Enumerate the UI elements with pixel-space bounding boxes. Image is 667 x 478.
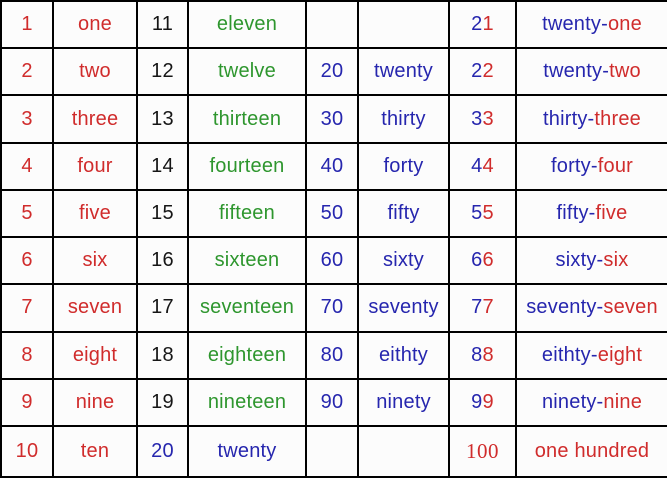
cell-text-segment: fifty- [556, 201, 596, 224]
table-cell-r9-c6 [358, 379, 449, 426]
table-cell-r2-c1 [1, 48, 53, 95]
cell-text-segment: 1 [482, 13, 494, 36]
cell-text-segment: six [603, 249, 629, 272]
table-cell-r9-c3 [137, 379, 188, 426]
cell-text-segment: 60 [320, 249, 344, 272]
cell-text-segment: twenty- [542, 13, 608, 36]
cell-text-segment: 40 [320, 154, 344, 177]
table-cell-r1-c4 [188, 1, 306, 48]
cell-text-segment: twelve [218, 60, 276, 83]
table-cell-r7-c2 [53, 284, 137, 331]
cell-text-segment: 11 [151, 13, 174, 36]
cell-text-segment: 70 [320, 296, 344, 319]
cell-text-segment: sixty- [555, 249, 604, 272]
table-cell-r7-c4 [188, 284, 306, 331]
cell-text-segment: 10 [15, 439, 39, 462]
cell-text-segment: four [77, 154, 113, 177]
table-cell-r1-c2 [53, 1, 137, 48]
cell-text-segment: five [595, 201, 628, 224]
table-cell-r8-c2 [53, 332, 137, 379]
cell-text-segment: seven [603, 296, 658, 319]
table-row [1, 237, 667, 284]
table-cell-r7-c3 [137, 284, 188, 331]
table-cell-r1-c1 [1, 1, 53, 48]
cell-text-segment: 8 [471, 343, 483, 366]
cell-text-segment: sixty [383, 249, 424, 272]
cell-text-segment: sixteen [214, 249, 280, 272]
table-row [1, 379, 667, 426]
table-cell-r3-c1 [1, 95, 53, 142]
cell-text-segment: three [594, 107, 641, 130]
cell-text-segment: ten [80, 439, 110, 462]
cell-text-segment: twenty [373, 60, 433, 83]
table-cell-r8-c3 [137, 332, 188, 379]
cell-text-segment: 2 [21, 60, 33, 83]
table-cell-r5-c2 [53, 190, 137, 237]
table-cell-r9-c5 [306, 379, 358, 426]
table-cell-r5-c4 [188, 190, 306, 237]
cell-text-segment: 8 [21, 343, 33, 366]
cell-text-segment: one [78, 13, 112, 36]
cell-text-segment: 2 [471, 60, 483, 83]
cell-text-segment: 7 [482, 296, 494, 319]
cell-text-segment: 4 [482, 154, 494, 177]
table-cell-r5-c3 [137, 190, 188, 237]
table-cell-r2-c4 [188, 48, 306, 95]
cell-text-segment: 19 [151, 390, 174, 413]
cell-text-segment: 20 [151, 439, 174, 462]
table-cell-r3-c3 [137, 95, 188, 142]
table-cell-r4-c7 [449, 143, 516, 190]
cell-text-segment: four [597, 154, 634, 177]
table-cell-r8-c6 [358, 332, 449, 379]
table-cell-r8-c8 [516, 332, 667, 379]
table-cell-r8-c7 [449, 332, 516, 379]
cell-text-segment: ninety [376, 390, 431, 413]
table-cell-r3-c6 [358, 95, 449, 142]
cell-text-segment: 6 [482, 249, 494, 272]
cell-text-segment: 4 [471, 154, 483, 177]
cell-text-segment: forty- [550, 154, 598, 177]
cell-text-segment: 9 [482, 390, 494, 413]
table-row [1, 143, 667, 190]
cell-text-segment: 15 [151, 201, 174, 224]
cell-text-segment: one [607, 13, 642, 36]
table-row [1, 48, 667, 95]
table-cell-r3-c7 [449, 95, 516, 142]
table-cell-r2-c6 [358, 48, 449, 95]
table-cell-r7-c1 [1, 284, 53, 331]
table-cell-r7-c8 [516, 284, 667, 331]
cell-text-segment: 100 [466, 438, 499, 463]
cell-text-segment: seventeen [199, 296, 295, 319]
table-cell-r2-c7 [449, 48, 516, 95]
table-cell-r6-c4 [188, 237, 306, 284]
cell-text-segment: thirty- [543, 107, 595, 130]
table-cell-r5-c8 [516, 190, 667, 237]
table-cell-r5-c6 [358, 190, 449, 237]
cell-text-segment: 14 [151, 154, 174, 177]
table-cell-r4-c2 [53, 143, 137, 190]
cell-text-segment: 7 [21, 296, 33, 319]
cell-text-segment: 7 [471, 296, 483, 319]
table-cell-r3-c8 [516, 95, 667, 142]
cell-text-segment: seventy- [526, 296, 604, 319]
table-cell-r2-c5 [306, 48, 358, 95]
cell-text-segment: 6 [471, 249, 483, 272]
table-cell-r1-c5 [306, 1, 358, 48]
cell-text-segment: 90 [320, 390, 344, 413]
cell-text-segment: 13 [151, 107, 174, 130]
table-cell-r4-c1 [1, 143, 53, 190]
table-cell-r1-c8 [516, 1, 667, 48]
table-cell-r10-c8 [516, 426, 667, 477]
table-cell-r2-c8 [516, 48, 667, 95]
cell-text-segment: 30 [320, 107, 344, 130]
table-cell-r10-c2 [53, 426, 137, 477]
cell-text-segment: eight [72, 343, 118, 366]
table-cell-r10-c5 [306, 426, 358, 477]
table-cell-r6-c7 [449, 237, 516, 284]
table-cell-r1-c3 [137, 1, 188, 48]
cell-text-segment: nineteen [207, 390, 287, 413]
table-cell-r9-c8 [516, 379, 667, 426]
cell-text-segment: fifty [387, 201, 420, 224]
table-row [1, 95, 667, 142]
table-cell-r2-c3 [137, 48, 188, 95]
cell-text-segment: 3 [471, 107, 483, 130]
cell-text-segment: fourteen [209, 154, 285, 177]
cell-text-segment: 16 [151, 249, 174, 272]
cell-text-segment: twenty [217, 439, 277, 462]
table-cell-r4-c3 [137, 143, 188, 190]
table-cell-r9-c2 [53, 379, 137, 426]
cell-text-segment: 5 [21, 201, 33, 224]
cell-text-segment: three [71, 107, 119, 130]
table-cell-r5-c5 [306, 190, 358, 237]
cell-text-segment: 2 [471, 13, 483, 36]
table-cell-r10-c7 [449, 426, 516, 477]
table-cell-r10-c3 [137, 426, 188, 477]
cell-text-segment: 50 [320, 201, 344, 224]
cell-text-segment: 1 [21, 13, 33, 36]
cell-text-segment: twenty- [543, 60, 610, 83]
cell-text-segment: nine [75, 390, 115, 413]
cell-text-segment: eithty- [541, 343, 598, 366]
cell-text-segment: 18 [151, 343, 174, 366]
table-cell-r3-c2 [53, 95, 137, 142]
cell-text-segment: forty [383, 154, 424, 177]
table-cell-r9-c7 [449, 379, 516, 426]
cell-text-segment: thirty [381, 107, 426, 130]
cell-text-segment: 4 [21, 154, 33, 177]
cell-text-segment: nine [603, 390, 643, 413]
table-cell-r4-c6 [358, 143, 449, 190]
cell-text-segment: 3 [21, 107, 33, 130]
table-cell-r5-c7 [449, 190, 516, 237]
cell-text-segment: 6 [21, 249, 33, 272]
table-row [1, 284, 667, 331]
cell-text-segment: eithty [378, 343, 428, 366]
cell-text-segment: 12 [151, 60, 174, 83]
table-cell-r6-c5 [306, 237, 358, 284]
cell-text-segment: 3 [482, 107, 494, 130]
table-cell-r1-c6 [358, 1, 449, 48]
table-cell-r5-c1 [1, 190, 53, 237]
cell-text-segment: 8 [482, 343, 494, 366]
table-row [1, 1, 667, 48]
table-cell-r10-c4 [188, 426, 306, 477]
cell-text-segment: thirteen [212, 107, 282, 130]
cell-text-segment: seven [67, 296, 123, 319]
table-cell-r10-c6 [358, 426, 449, 477]
cell-text-segment: five [79, 201, 111, 224]
table-cell-r3-c4 [188, 95, 306, 142]
table-cell-r7-c6 [358, 284, 449, 331]
numbers-table-body [1, 1, 667, 477]
cell-text-segment: 20 [320, 60, 344, 83]
cell-text-segment: 2 [482, 60, 494, 83]
cell-text-segment: 9 [21, 390, 33, 413]
table-cell-r6-c3 [137, 237, 188, 284]
table-cell-r6-c8 [516, 237, 667, 284]
table-cell-r3-c5 [306, 95, 358, 142]
cell-text-segment: six [82, 249, 108, 272]
table-cell-r8-c1 [1, 332, 53, 379]
table-cell-r6-c2 [53, 237, 137, 284]
table-cell-r7-c7 [449, 284, 516, 331]
cell-text-segment: eight [597, 343, 643, 366]
cell-text-segment: 9 [471, 390, 483, 413]
cell-text-segment: one hundred [534, 439, 650, 462]
table-row [1, 332, 667, 379]
table-row [1, 190, 667, 237]
cell-text-segment: 17 [151, 296, 174, 319]
cell-text-segment: ninety- [541, 390, 604, 413]
table-row [1, 426, 667, 477]
cell-text-segment: seventy [368, 296, 439, 319]
table-cell-r4-c5 [306, 143, 358, 190]
table-cell-r7-c5 [306, 284, 358, 331]
table-cell-r4-c8 [516, 143, 667, 190]
cell-text-segment: two [79, 60, 111, 83]
table-cell-r8-c4 [188, 332, 306, 379]
cell-text-segment: eleven [216, 13, 278, 36]
table-cell-r8-c5 [306, 332, 358, 379]
cell-text-segment: 80 [320, 343, 344, 366]
table-cell-r9-c4 [188, 379, 306, 426]
table-cell-r6-c1 [1, 237, 53, 284]
table-cell-r1-c7 [449, 1, 516, 48]
cell-text-segment: eighteen [207, 343, 287, 366]
table-cell-r2-c2 [53, 48, 137, 95]
table-cell-r4-c4 [188, 143, 306, 190]
table-cell-r10-c1 [1, 426, 53, 477]
cell-text-segment: fifteen [219, 201, 275, 224]
table-cell-r9-c1 [1, 379, 53, 426]
cell-text-segment: two [609, 60, 641, 83]
table-cell-r6-c6 [358, 237, 449, 284]
cell-text-segment: 5 [471, 201, 483, 224]
cell-text-segment: 5 [482, 201, 494, 224]
